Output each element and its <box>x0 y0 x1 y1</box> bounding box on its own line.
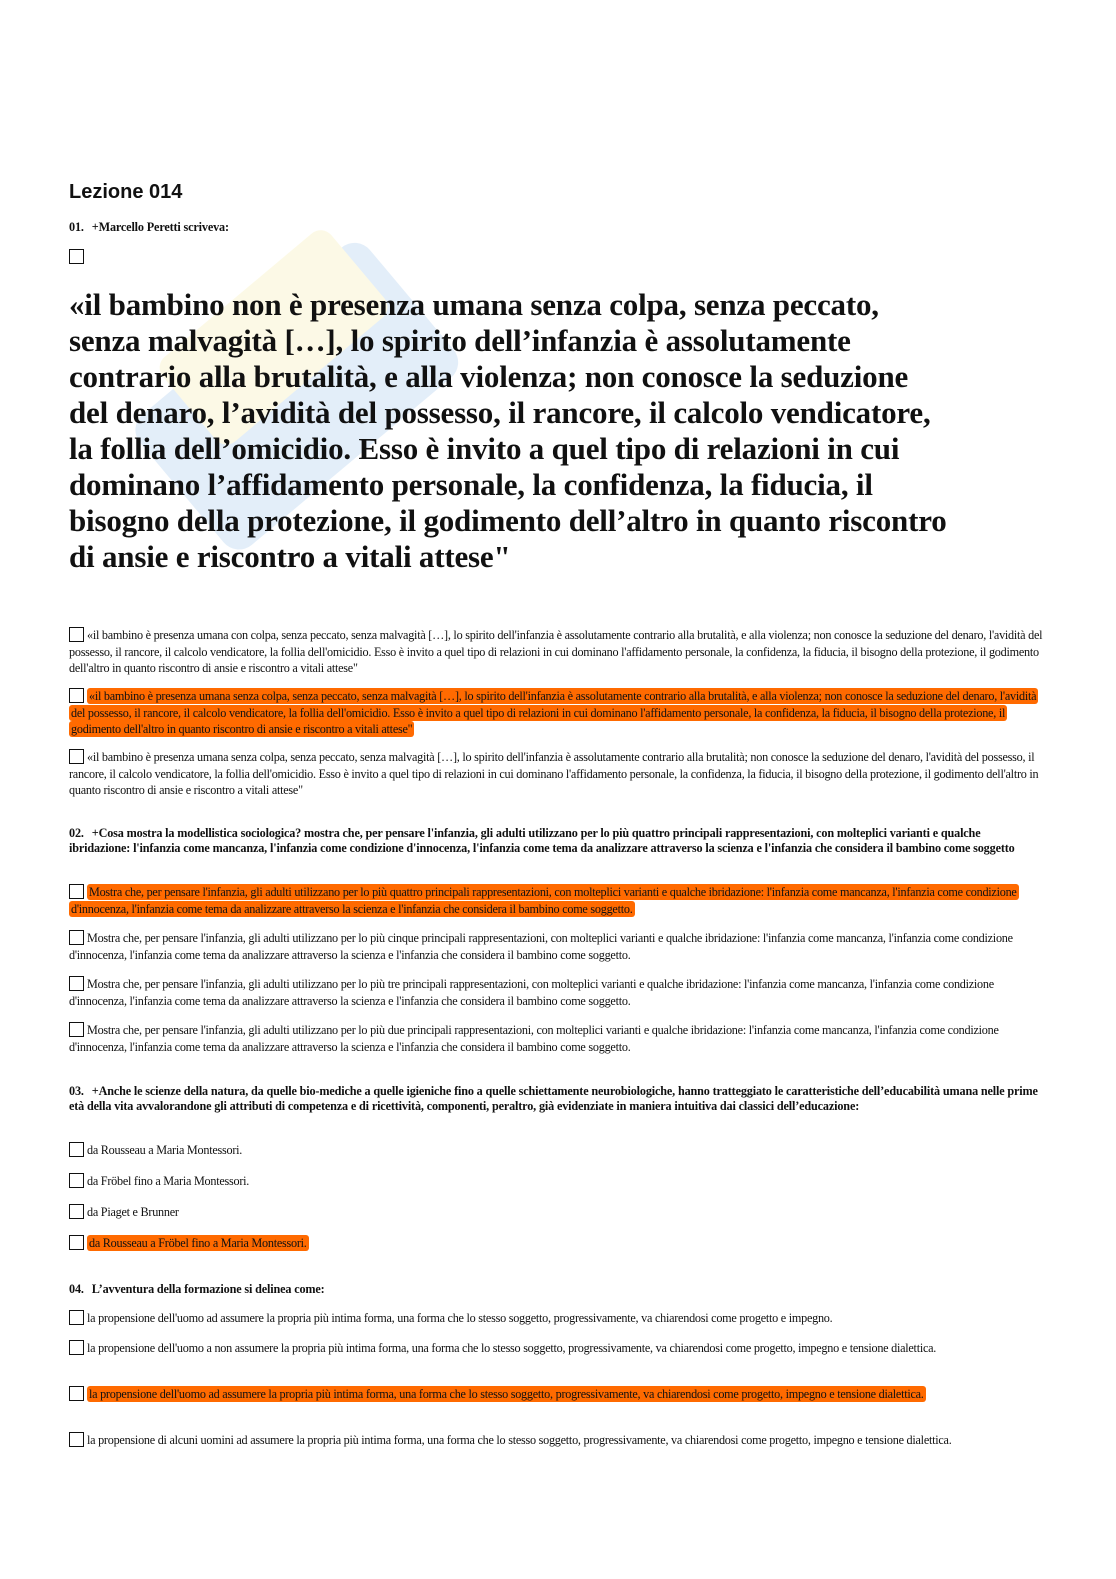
question-01 <box>69 220 1044 235</box>
quote-line: del denaro, l’avidità del possesso, il rancore, il calcolo vendicatore, <box>69 395 931 430</box>
checkbox[interactable] <box>69 1310 84 1325</box>
quote-line: la follia dell’omicidio. Esso è invito a quel tipo di relazioni in cui <box>69 431 900 466</box>
question-number: 01. <box>69 220 84 234</box>
answer-option[interactable] <box>69 749 1044 799</box>
option-text-highlighted: «il bambino è presenza umana senza colpa, senza peccato, senza malvagità […], lo spirito dell'infanzia è assolutamente contrario alla brutalità, e alla violenza; non conosce la seduzione del denaro, l'avidità del possesso, il rancore, il calcolo vendicatore, la follia dell'omicidio. Esso è invito a quel tipo di relazioni in cui dominano l'affidamento personale, la confidenza, la fiducia, il bisogno della protezione, il godimento dell'altro in quanto riscontro di ansie e riscontro a vitali attese" <box>71 689 1037 736</box>
checkbox[interactable] <box>69 1386 84 1401</box>
question-number: 03. <box>69 1084 84 1098</box>
option-text: da Fröbel fino a Maria Montessori. <box>87 1174 250 1188</box>
checkbox[interactable] <box>69 1022 84 1037</box>
answer-option-correct[interactable] <box>69 688 1044 738</box>
answer-option[interactable] <box>69 1173 1044 1190</box>
checkbox[interactable] <box>69 749 84 764</box>
option-text: «il bambino è presenza umana con colpa, senza peccato, senza malvagità […], lo spirito dell'infanzia è assolutamente contrario alla brutalità, e alla violenza; non conosce la seduzione del denaro, l'avidità del possesso, il rancore, il calcolo vendicatore, la follia dell'omicidio. Esso è invito a quel tipo di relazioni in cui dominano l'affidamento personale, la confidenza, la fiducia, il bisogno della protezione, il godimento dell'altro in quanto riscontro di ansie e riscontro a vitali attese" <box>69 628 1043 675</box>
answer-option-correct[interactable] <box>69 884 1044 917</box>
checkbox[interactable] <box>69 930 84 945</box>
answer-option[interactable] <box>69 930 1044 963</box>
checkbox[interactable] <box>69 1204 84 1219</box>
question-text: L’avventura della formazione si delinea come: <box>91 1282 325 1296</box>
checkbox[interactable] <box>69 976 84 991</box>
checkbox[interactable] <box>69 884 84 899</box>
quote-line: «il bambino non è presenza umana senza colpa, senza peccato, <box>69 287 879 322</box>
answer-option[interactable] <box>69 1022 1044 1055</box>
option-text-highlighted: la propensione dell'uomo ad assumere la propria più intima forma, una forma che lo stesso soggetto, progressivamente, va chiarendosi come progetto, impegno e tensione dialettica. <box>89 1387 924 1401</box>
answer-option-correct[interactable] <box>69 1386 1044 1403</box>
answer-option[interactable] <box>69 1340 1044 1357</box>
option-text-highlighted: Mostra che, per pensare l'infanzia, gli adulti utilizzano per lo più quattro principali rappresentazioni, con molteplici varianti e qualche ibridazione: l'infanzia come mancanza, l'infanzia come condizione d'innocenza, l'infanzia come tema da analizzare attraverso la scienza e l'infanzia che considera il bambino come soggetto. <box>71 885 1017 916</box>
quote-line: di ansie e riscontro a vitali attese" <box>69 539 511 574</box>
answer-option[interactable] <box>69 627 1044 677</box>
option-text: Mostra che, per pensare l'infanzia, gli adulti utilizzano per lo più due principali rappresentazioni, con molteplici varianti e qualche ibridazione: l'infanzia come mancanza, l'infanzia come condizione d'innocenza, l'infanzia come tema da analizzare attraverso la scienza e l'infanzia che considera il bambino come soggetto. <box>69 1023 999 1054</box>
question-number: 02. <box>69 826 84 840</box>
answer-option[interactable] <box>69 1142 1044 1159</box>
question-text: +Marcello Peretti scriveva: <box>91 220 229 234</box>
option-text: la propensione dell'uomo ad assumere la propria più intima forma, una forma che lo stesso soggetto, progressivamente, va chiarendosi come progetto e impegno. <box>87 1311 833 1325</box>
checkbox[interactable] <box>69 1340 84 1355</box>
option-text: da Rousseau a Maria Montessori. <box>87 1143 243 1157</box>
question-03 <box>69 1084 1044 1114</box>
checkbox[interactable] <box>69 1173 84 1188</box>
answer-option-correct[interactable] <box>69 1235 1044 1252</box>
quote-line: senza malvagità […], lo spirito dell’infanzia è assolutamente <box>69 323 851 358</box>
quote-line: dominano l’affidamento personale, la confidenza, la fiducia, il <box>69 467 873 502</box>
lesson-title: Lezione 014 <box>69 181 183 203</box>
question-quote <box>69 287 947 575</box>
question-number: 04. <box>69 1282 84 1296</box>
option-text: Mostra che, per pensare l'infanzia, gli adulti utilizzano per lo più tre principali rappresentazioni, con molteplici varianti e qualche ibridazione: l'infanzia come mancanza, l'infanzia come condizione d'innocenza, l'infanzia come tema da analizzare attraverso la scienza e l'infanzia che considera il bambino come soggetto. <box>69 977 994 1008</box>
question-text: +Cosa mostra la modellistica sociologica? mostra che, per pensare l'infanzia, gli adulti utilizzano per lo più quattro principali rappresentazioni, con molteplici varianti e qualche ibridazione: l'infanzia come mancanza, l'infanzia come condizione d'innocenza, l'infanzia come tema da analizzare attraverso la scienza e l'infanzia che considera il bambino come soggetto <box>69 826 1015 855</box>
question-02 <box>69 826 1044 856</box>
checkbox[interactable] <box>69 688 84 703</box>
checkbox[interactable] <box>69 1432 84 1447</box>
answer-option[interactable] <box>69 1432 1044 1449</box>
option-text: da Piaget e Brunner <box>87 1205 179 1219</box>
checkbox[interactable] <box>69 1142 84 1157</box>
answer-option[interactable] <box>69 976 1044 1009</box>
checkbox[interactable] <box>69 627 84 642</box>
answer-option[interactable] <box>69 1310 1044 1327</box>
checkbox[interactable] <box>69 249 84 264</box>
option-text: la propensione di alcuni uomini ad assumere la propria più intima forma, una forma che lo stesso soggetto, progressivamente, va chiarendosi come progetto, impegno e tensione dialettica. <box>87 1433 952 1447</box>
option-text: la propensione dell'uomo a non assumere la propria più intima forma, una forma che lo stesso soggetto, progressivamente, va chiarendosi come progetto, impegno e tensione dialettica. <box>87 1341 937 1355</box>
option-text-highlighted: da Rousseau a Fröbel fino a Maria Montessori. <box>89 1236 307 1250</box>
quote-line: contrario alla brutalità, e alla violenza; non conosce la seduzione <box>69 359 909 394</box>
question-04 <box>69 1282 1044 1297</box>
question-text: +Anche le scienze della natura, da quelle bio-mediche a quelle igieniche fino a quelle schiettamente neurobiologiche, hanno tratteggiato le caratteristiche dell’educabilità umana nelle prime età della vita avvalorandone gli attributi di competenza e di ricettività, componenti, peraltro, già evidenziate in maniera intuitiva dai classici dell’educazione: <box>69 1084 1038 1113</box>
option-text: «il bambino è presenza umana senza colpa, senza peccato, senza malvagità […], lo spirito dell'infanzia è assolutamente contrario alla brutalità; non conosce la seduzione del denaro, l'avidità del possesso, il rancore, il calcolo vendicatore, la follia dell'omicidio. Esso è invito a quel tipo di relazioni in cui dominano l'affidamento personale, la confidenza, la fiducia, il bisogno della protezione, il godimento dell'altro in quanto riscontro di ansie e riscontro a vitali attese" <box>69 750 1039 797</box>
checkbox[interactable] <box>69 1235 84 1250</box>
answer-option[interactable] <box>69 1204 1044 1221</box>
quote-line: bisogno della protezione, il godimento dell’altro in quanto riscontro <box>69 503 947 538</box>
option-text: Mostra che, per pensare l'infanzia, gli adulti utilizzano per lo più cinque principali rappresentazioni, con molteplici varianti e qualche ibridazione: l'infanzia come mancanza, l'infanzia come condizione d'innocenza, l'infanzia come tema da analizzare attraverso la scienza e l'infanzia che considera il bambino come soggetto. <box>69 931 1013 962</box>
